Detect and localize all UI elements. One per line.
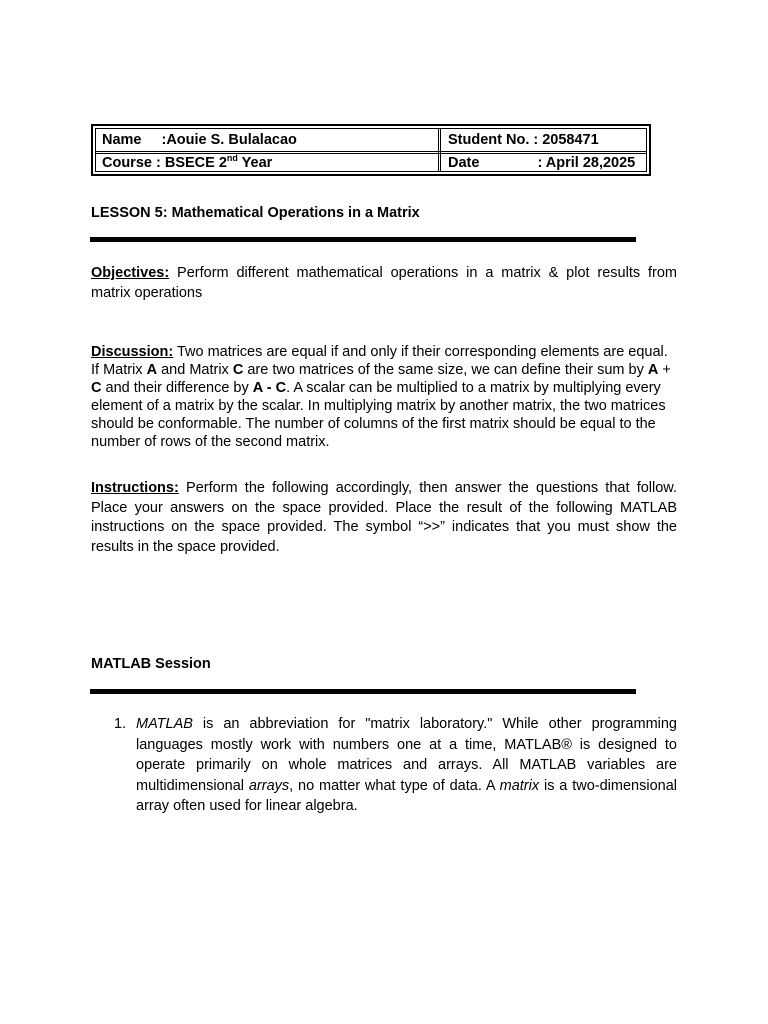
list-item (114, 714, 677, 817)
instructions-heading: Instructions: (91, 480, 179, 496)
discussion-heading: Discussion: (91, 344, 174, 360)
student-info-table (91, 124, 651, 176)
objectives-text: Perform different mathematical operations in a matrix & plot results from matrix operations (91, 265, 677, 301)
horizontal-rule (90, 689, 636, 694)
horizontal-rule (90, 237, 636, 242)
matlab-term: MATLAB (136, 716, 193, 732)
discussion-text: are two matrices of the same size, we can define their sum by (243, 362, 648, 378)
instructions-paragraph (91, 479, 677, 557)
matrix-a: A (146, 362, 158, 378)
lesson-title: LESSON 5: Mathematical Operations in a Matrix (91, 205, 420, 221)
discussion-text: Two matrices are equal if and only if their corresponding elements are equal. If Matrix (91, 344, 668, 378)
instructions-text: Perform the following accordingly, then answer the questions that follow. Place your answers on the space provided. Place the result of the following MATLAB instructions on the space provided. The symbol “>>” indicates that you must show the results in the space provided. (91, 480, 677, 555)
discussion-text: and their difference by (101, 380, 253, 396)
objectives-heading: Objectives: (91, 265, 170, 281)
course-cell (102, 153, 272, 173)
list-text-part: is an abbreviation for "matrix laboratory." While other programming languages mostly work with numbers one at a time, MATLAB® is designed to operate primarily on whole matrices and arrays. All MATLAB variables are multidimensional (136, 716, 677, 794)
date-value: : April 28,2025 (537, 155, 636, 171)
matrix-term: matrix (499, 777, 540, 794)
matrix-c: C (232, 362, 244, 378)
discussion-paragraph (91, 343, 677, 451)
discussion-text: + (658, 362, 671, 378)
objectives-paragraph (91, 263, 677, 303)
list-number: 1. (114, 716, 127, 732)
student-info-inner (95, 128, 647, 172)
matlab-session-title: MATLAB Session (91, 656, 211, 672)
date-label: Date (448, 155, 480, 171)
name-cell (102, 129, 297, 151)
date-cell (448, 153, 635, 173)
info-row-name (96, 129, 646, 154)
arrays-term: arrays (248, 777, 290, 794)
matrix-a: A (647, 362, 659, 378)
list-text-part: is a two-dimensional array often used for linear algebra. (136, 777, 677, 814)
info-row-course (96, 153, 646, 173)
course-label: Course (102, 155, 152, 171)
name-label: Name (102, 132, 142, 148)
course-superscript: nd (226, 153, 238, 163)
list-text (136, 714, 677, 817)
matrix-difference: A - C (252, 380, 287, 396)
list-text-part: , no matter what type of data. A (289, 777, 500, 794)
matrix-c: C (91, 380, 102, 396)
student-no-cell: Student No. : 2058471 (448, 132, 599, 148)
name-value: :Aouie S. Bulalacao (161, 132, 297, 148)
course-year: Year (237, 155, 273, 171)
course-value: : BSECE 2 (151, 155, 227, 171)
discussion-text: . A scalar can be multiplied to a matrix by multiplying every element of a matrix by the scalar. In multiplying matrix by another matrix, the two matrices should be conformable. The number of columns of the first matrix should be equal to the number of rows of the second matrix. (91, 380, 666, 450)
discussion-text: and Matrix (157, 362, 233, 378)
column-divider (438, 129, 441, 171)
